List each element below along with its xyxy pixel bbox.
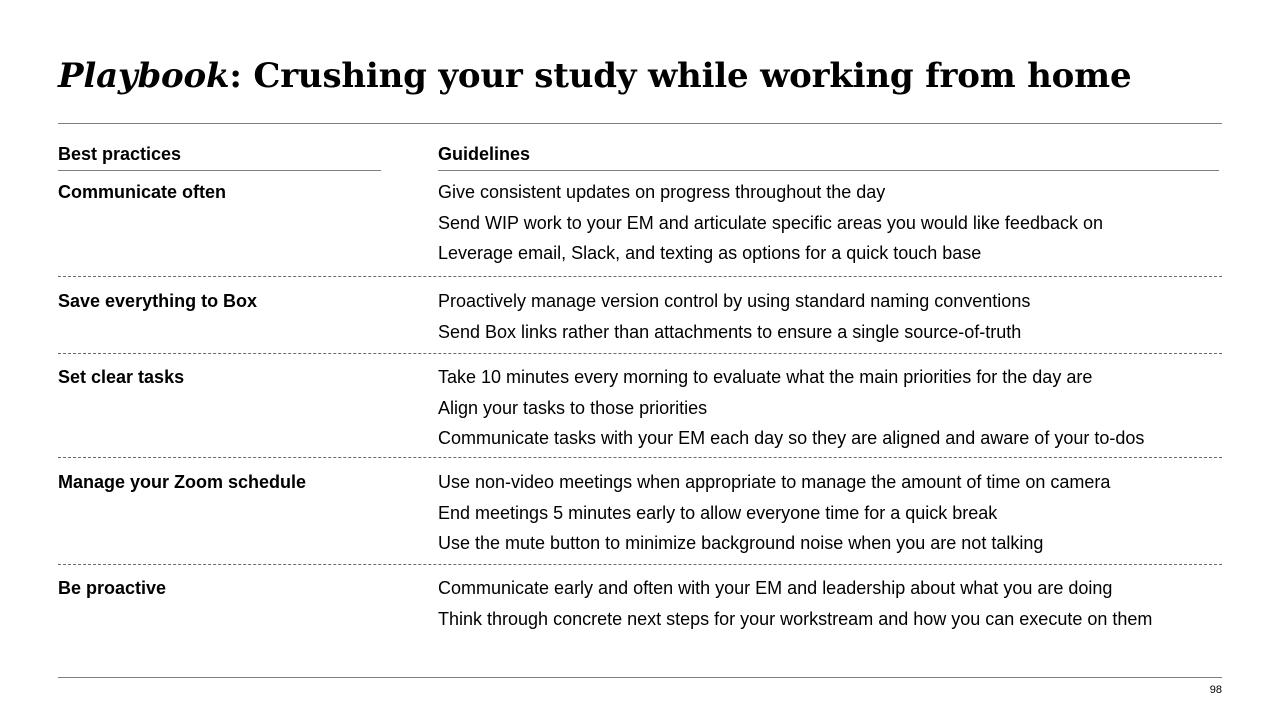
guideline-list bbox=[438, 471, 1110, 563]
guideline-list bbox=[438, 577, 1152, 638]
guideline-item: Take 10 minutes every morning to evaluate what the main priorities for the day are bbox=[438, 367, 1093, 387]
table-row bbox=[58, 577, 1222, 639]
guideline-item: Send Box links rather than attachments to ensure a single source-of-truth bbox=[438, 321, 1022, 342]
guideline-item: Leverage email, Slack, and texting as options for a quick touch base bbox=[438, 243, 982, 263]
practice-label: Be proactive bbox=[58, 578, 167, 598]
guideline-item: Think through concrete next steps for your workstream and how you can execute on them bbox=[438, 608, 1153, 629]
table-row bbox=[58, 366, 1222, 458]
table-row bbox=[58, 290, 1222, 354]
guideline-list bbox=[438, 290, 1030, 351]
guideline-list bbox=[438, 366, 1144, 458]
guideline-item: Align your tasks to those priorities bbox=[438, 397, 708, 418]
footer-divider bbox=[58, 677, 1222, 678]
page-number: 98 bbox=[1209, 684, 1222, 696]
guideline-item: Give consistent updates on progress throughout the day bbox=[438, 182, 886, 202]
guideline-list bbox=[438, 181, 1103, 273]
title-rest: : Crushing your study while working from home bbox=[229, 56, 1132, 96]
practice-label: Save everything to Box bbox=[58, 291, 258, 311]
guideline-item: Use non-video meetings when appropriate to manage the amount of time on camera bbox=[438, 472, 1111, 492]
guideline-item: Communicate tasks with your EM each day so they are aligned and aware of your to-dos bbox=[438, 428, 1145, 448]
practice-label: Communicate often bbox=[58, 182, 227, 202]
table-row bbox=[58, 181, 1222, 277]
page-title bbox=[58, 52, 1131, 100]
table-row bbox=[58, 471, 1222, 565]
practice-label: Manage your Zoom schedule bbox=[58, 472, 307, 492]
title-divider bbox=[58, 123, 1222, 124]
guideline-item: Use the mute button to minimize background noise when you are not talking bbox=[438, 533, 1044, 553]
guideline-item: Proactively manage version control by using standard naming conventions bbox=[438, 291, 1031, 311]
guideline-item: End meetings 5 minutes early to allow everyone time for a quick break bbox=[438, 502, 998, 523]
guideline-item: Send WIP work to your EM and articulate specific areas you would like feedback on bbox=[438, 212, 1104, 233]
header-best-practices: Best practices bbox=[58, 143, 381, 171]
guideline-item: Communicate early and often with your EM and leadership about what you are doing bbox=[438, 578, 1113, 598]
title-italic-part: Playbook bbox=[58, 56, 230, 96]
header-guidelines: Guidelines bbox=[438, 143, 1219, 171]
practice-label: Set clear tasks bbox=[58, 367, 185, 387]
